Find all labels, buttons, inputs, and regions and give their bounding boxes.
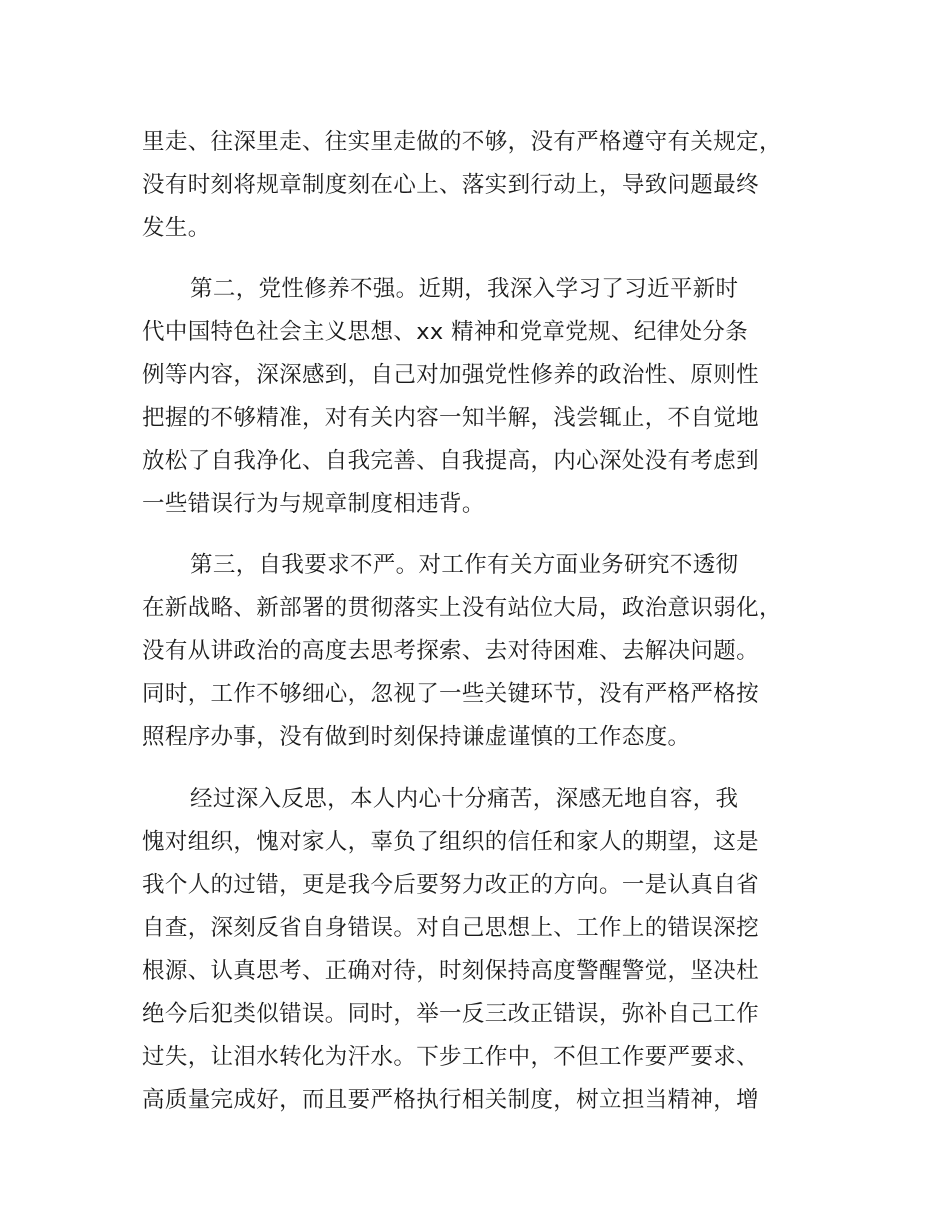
text-line: 同时，工作不够细心，忽视了一些关键环节，没有严格严格按 [142, 681, 759, 707]
text-line: 高质量完成好，而且要严格执行相关制度，树立担当精神，增 [142, 1087, 759, 1113]
text-line: 没有从讲政治的高度去思考探索、去对待困难、去解决问题。 [142, 638, 759, 664]
text-line: 放松了自我净化、自我完善、自我提高，内心深处没有考虑到 [142, 448, 759, 474]
text-line: 里走、往深里走、往实里走做的不够，没有严格遵守有关规定， [142, 129, 782, 155]
text-line: 一些错误行为与规章制度相违背。 [142, 491, 485, 517]
text-line: 第二，党性修养不强。近期，我深入学习了习近平新时 [190, 276, 739, 302]
text-line: 代中国特色社会主义思想、xx 精神和党章党规、纪律处分条 [142, 319, 749, 345]
text-line: 没有时刻将规章制度刻在心上、落实到行动上，导致问题最终 [142, 172, 759, 198]
text-line: 绝今后犯类似错误。同时，举一反三改正错误，弥补自己工作 [142, 1001, 759, 1027]
text-line: 在新战略、新部署的贯彻落实上没有站位大局，政治意识弱化， [142, 595, 782, 621]
text-line: 愧对组织，愧对家人，辜负了组织的信任和家人的期望，这是 [142, 829, 759, 855]
text-line: 过失，让泪水转化为汗水。下步工作中，不但工作要严要求、 [142, 1044, 759, 1070]
text-line: 根源、认真思考、正确对待，时刻保持高度警醒警觉，坚决杜 [142, 958, 759, 984]
text-line: 经过深入反思，本人内心十分痛苦，深感无地自容，我 [190, 786, 739, 812]
text-line: 把握的不够精准，对有关内容一知半解，浅尝辄止，不自觉地 [142, 405, 759, 431]
text-line: 自查，深刻反省自身错误。对自己思想上、工作上的错误深挖 [142, 915, 759, 941]
text-line: 照程序办事，没有做到时刻保持谦虚谨慎的工作态度。 [142, 724, 691, 750]
text-line: 我个人的过错，更是我今后要努力改正的方向。一是认真自省 [142, 872, 759, 898]
text-line: 第三，自我要求不严。对工作有关方面业务研究不透彻 [190, 552, 739, 578]
text-line: 例等内容，深深感到，自己对加强党性修养的政治性、原则性 [142, 362, 759, 388]
text-line: 发生。 [142, 215, 211, 241]
